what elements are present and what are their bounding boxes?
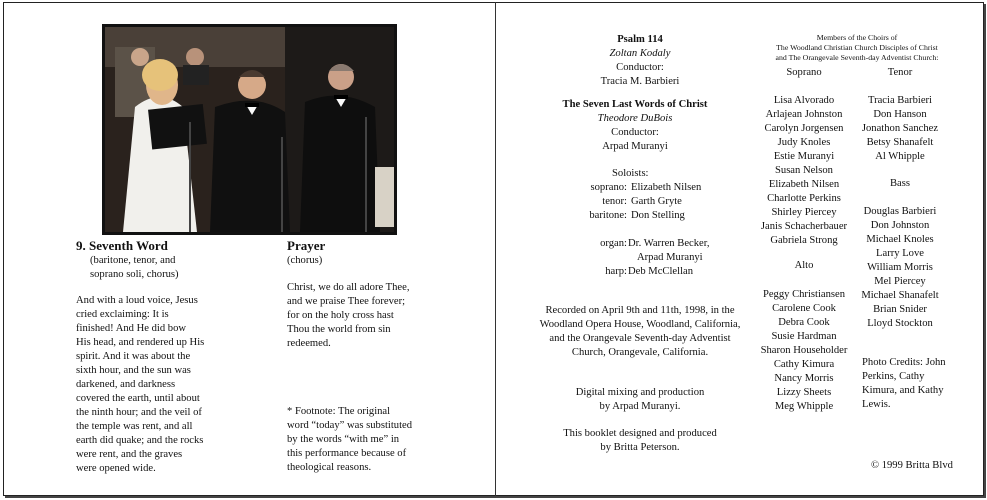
bass-list: Douglas Barbieri Don Johnston Michael Knoles Larry Love William Morris Mel Piercey Michael Shanafelt Brian Snider Lloyd Stockton (861, 206, 939, 329)
seventh-word-text: And with a loud voice, Jesus cried exclaiming: It is finished! And He did bow His head, and rendered up His spirit. And it was about the sixth hour, and the sun was darkened, and darkness covered the earth, until about the ninth hour; and the veil of the temple was rent, and all earth did quake; and the rocks were rent, and the graves were opened wide. (76, 295, 205, 474)
piece-psalm-114: Psalm 114 Zoltan Kodaly Conductor: Tracia M. Barbieri (600, 34, 680, 87)
alto-label: Alto (794, 260, 814, 271)
footnote: * Footnote: The original word “today” was substituted by the words “with me” in this performance because of theological reasons. (287, 406, 413, 473)
seventh-word-heading: 9. Seventh Word (76, 238, 168, 253)
instrument-roles: organ: harp: (600, 238, 627, 277)
soloists-label: Soloists: (612, 168, 649, 179)
alto-list: Peggy Christiansen Carolene Cook Debra Cook Susie Hardman Sharon Householder Cathy Kimura Nancy Morris Lizzy Sheets Meg Whipple (760, 289, 848, 412)
soprano-label: Soprano (786, 67, 822, 78)
tenor-label: Tenor (887, 67, 913, 78)
soloist-names: Elizabeth Nilsen Garth Gryte Don Stelling (631, 182, 702, 221)
prayer-heading: Prayer (287, 238, 326, 253)
copyright-notice: © 1999 Britta Blvd (871, 460, 953, 471)
soprano-list: Lisa Alvorado Arlajean Johnston Carolyn Jorgensen Judy Knoles Estie Muranyi Susan Nelson Elizabeth Nilsen Charlotte Perkins Shirley Piercey Janis Schacherbauer Gabriela Strong (760, 95, 848, 246)
bass-label: Bass (889, 178, 910, 189)
booklet-credits: This booklet designed and produced by Britta Peterson. (563, 428, 717, 453)
mixing-credits: Digital mixing and production by Arpad Muranyi. (575, 387, 705, 412)
soloist-roles: soprano: tenor: baritone: (589, 182, 627, 221)
prayer-text: Christ, we do all adore Thee, and we praise Thee forever; for on the holy cross hast Thou the world from sin redeemed. (287, 282, 410, 349)
recording-credits: Recorded on April 9th and 11th, 1998, in the Woodland Opera House, Woodland, California, and the Orangevale Seventh-day Adventist Church, Orangevale, California. (539, 305, 741, 358)
choir-header: Members of the Choirs of The Woodland Christian Church Disciples of Christ and The Orangevale Seventh-day Adventist Church: (775, 33, 939, 62)
choir-photo-illustration (105, 27, 394, 232)
photo-credits: Photo Credits: John Perkins, Cathy Kimura, and Kathy Lewis. (862, 357, 946, 410)
prayer-voices: (chorus) (287, 255, 323, 266)
tenor-list: Tracia Barbieri Don Hanson Jonathon Sanchez Betsy Shanafelt Al Whipple (861, 95, 939, 162)
piece-seven-last-words: The Seven Last Words of Christ Theodore DuBois Conductor: Arpad Muranyi (562, 99, 708, 152)
booklet-spine (495, 2, 496, 496)
seventh-word-voices: (baritone, tenor, and soprano soli, chorus) (90, 255, 179, 280)
choir-photo (102, 24, 397, 235)
instrument-names: Dr. Warren Becker, Arpad Muranyi Deb McClellan (628, 238, 710, 277)
